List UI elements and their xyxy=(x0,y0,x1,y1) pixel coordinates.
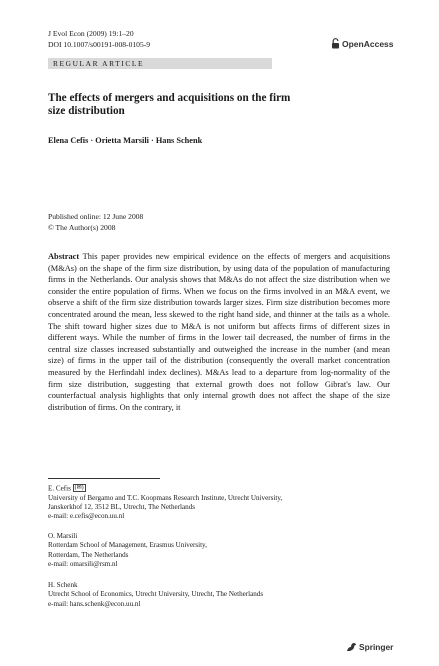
publication-info xyxy=(48,212,143,233)
abstract xyxy=(48,251,390,413)
affiliation-email[interactable]: e-mail: e.cefis@econ.uu.nl xyxy=(48,512,125,521)
affiliation-email[interactable]: e-mail: hans.schenk@econ.uu.nl xyxy=(48,599,141,608)
doi-text[interactable]: DOI 10.1007/s00191-008-0105-9 xyxy=(48,39,151,49)
affiliation-institution: University of Bergamo and T.C. Koopmans Research Institute, Utrecht University, xyxy=(48,493,283,502)
affiliation-schenk xyxy=(48,581,378,609)
open-lock-icon xyxy=(331,38,340,49)
affiliation-cefis xyxy=(48,484,378,521)
affiliation-institution: Rotterdam School of Management, Erasmus University, xyxy=(48,541,207,550)
footnote-rule xyxy=(48,478,160,479)
affiliation-address: Rotterdam, The Netherlands xyxy=(48,550,129,559)
journal-volume: J Evol Econ (2009) 19:1–20 xyxy=(48,29,134,38)
affiliation-institution: Utrecht School of Economics, Utrecht University, Utrecht, The Netherlands xyxy=(48,590,264,599)
affiliation-name: E. Cefis (✉) xyxy=(48,484,84,493)
affiliation-name: H. Schenk xyxy=(48,581,78,589)
affiliation-marsili xyxy=(48,532,378,569)
affiliation-address: Janskerkhof 12, 3512 BL, Utrecht, The Netherlands xyxy=(48,502,196,511)
abstract-text: This paper provides new empirical evidence on the effects of mergers and acquisitions (M&As) on the shape of the firm size distribution, by using data of the population of manufacturing firms in the Netherlands. Our analysis shows that M&As do not affect the size distribution when we consider the entire population of firms. When we focus on the firms involved in an M&A event, we observe a shift of the firm size distribution towards larger sizes. Firm size distribution becomes more concentrated around the mean, less skewed to the right hand side, and thinner at the tails as a whole. The shift toward higher sizes due to M&A is not uniform but affects firms of different sizes in different ways. While the number of firms in the lower tail decreased, the number of firms in the central size classes increased substantially and outweighed the increase in the number (and mean size) of firms in the upper tail of the distribution (consequently the overall market concentration measured by the Herfindahl index declines). M&As lead to a departure from log-normality of the firm size distribution, suggesting that external growth does not follow Gibrat's law. Our counterfactual analysis highlights that only internal growth does not affect the shape of the size distribution of firms. On the contrary, it xyxy=(48,252,390,412)
affiliation-name: O. Marsili xyxy=(48,532,78,540)
open-access-label: OpenAccess xyxy=(342,38,394,49)
affiliation-email[interactable]: e-mail: omarsili@rsm.nl xyxy=(48,559,118,568)
springer-horse-icon xyxy=(346,642,357,652)
abstract-label: Abstract xyxy=(48,252,80,261)
title-line-2: size distribution xyxy=(48,105,125,117)
article-title xyxy=(48,92,378,118)
journal-citation xyxy=(48,29,150,50)
published-date: Published online: 12 June 2008 xyxy=(48,212,144,221)
publisher-name: Springer xyxy=(359,642,394,652)
author-list: Elena Cefis · Orietta Marsili · Hans Schenk xyxy=(48,136,203,145)
title-line-1: The effects of mergers and acquisitions on the firm xyxy=(48,92,291,104)
publisher-logo xyxy=(346,642,393,652)
envelope-icon: (✉) xyxy=(74,485,84,491)
section-label: REGULAR ARTICLE xyxy=(53,59,145,68)
open-access-badge xyxy=(331,38,394,49)
copyright-notice: © The Author(s) 2008 xyxy=(48,222,116,232)
